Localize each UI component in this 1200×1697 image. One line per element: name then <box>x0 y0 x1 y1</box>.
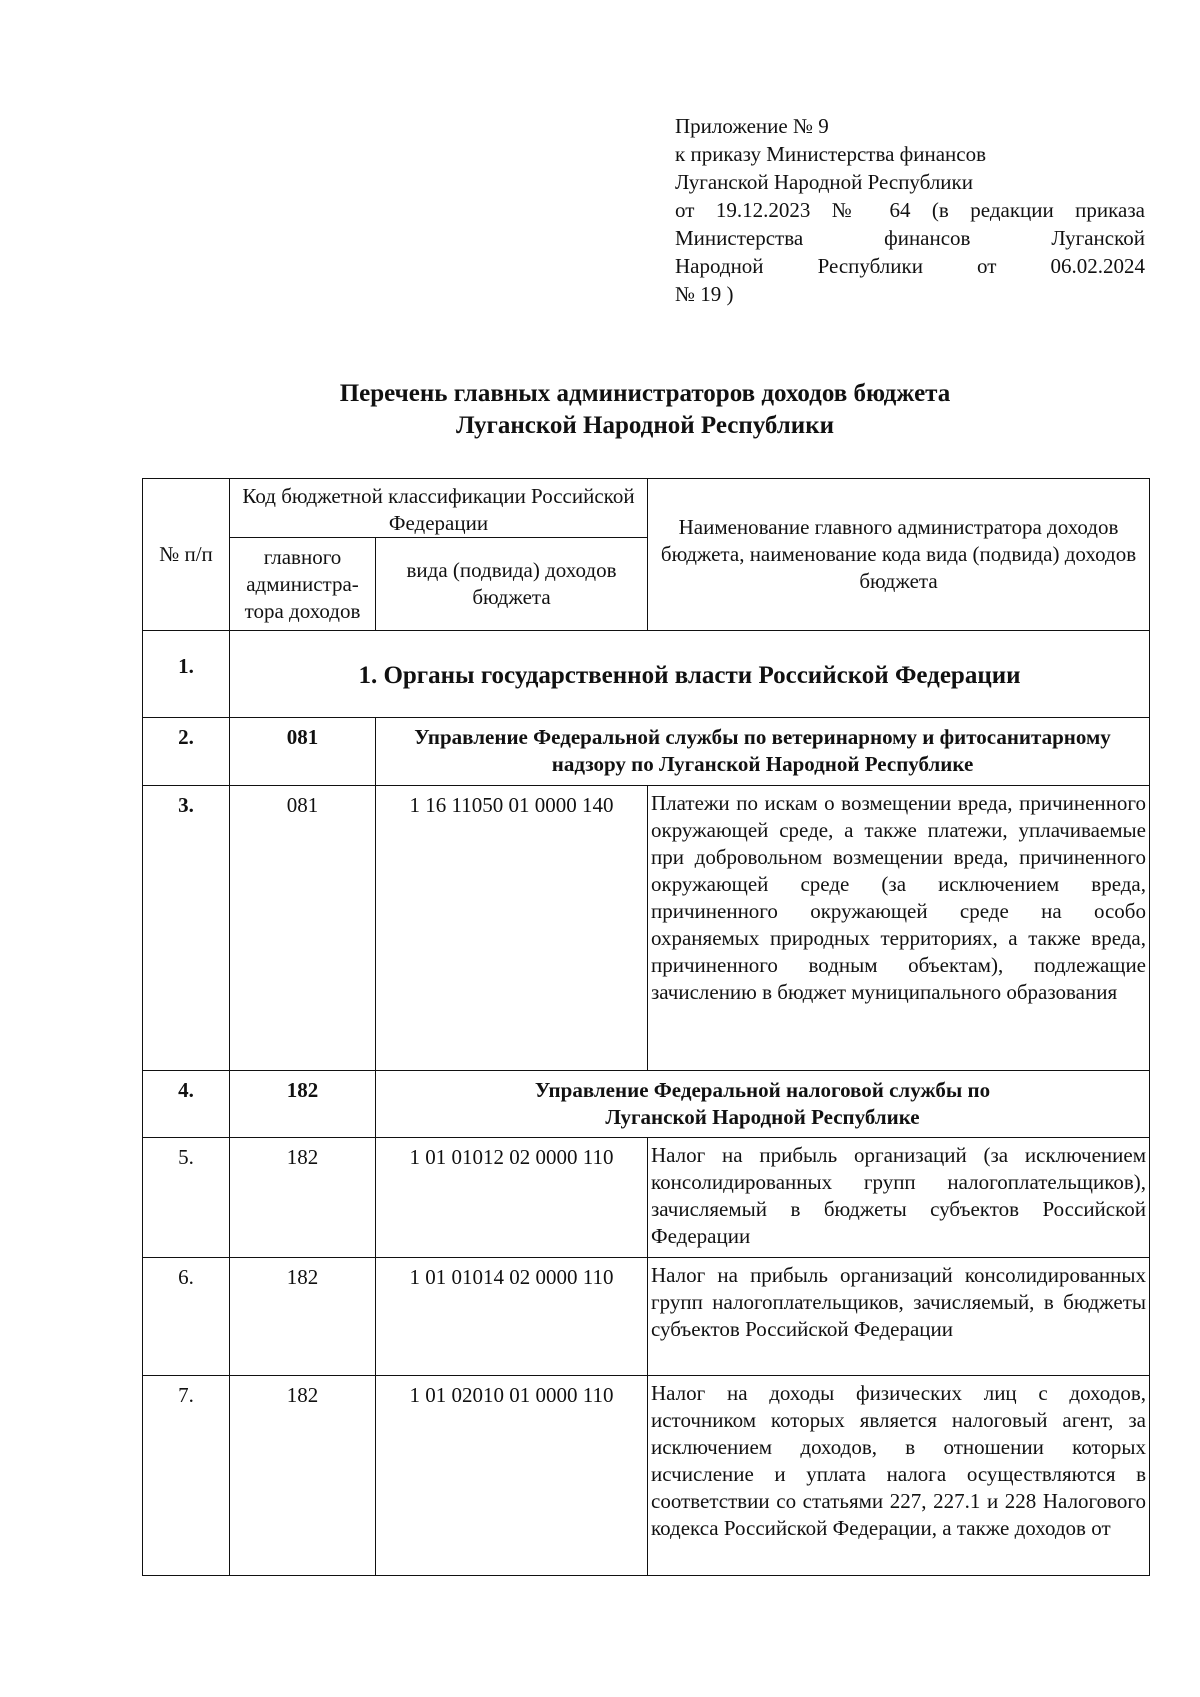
table-row <box>143 631 1150 718</box>
admin-code: 081 <box>230 718 376 786</box>
revenue-code: 1 01 01014 02 0000 110 <box>376 1258 648 1376</box>
admin-code: 182 <box>230 1071 376 1138</box>
row-number: 6. <box>143 1258 230 1376</box>
row-number: 7. <box>143 1376 230 1576</box>
admin-name: Управление Федеральной налоговой службы по Луганской Народной Республике <box>376 1071 1150 1138</box>
header-number: № п/п <box>143 479 230 631</box>
appendix-line: Луганской Народной Республики <box>675 170 973 194</box>
revenue-description: Налог на прибыль организаций консолидированных групп налогоплательщиков, зачисляемый, в бюджеты субъектов Российской Федерации <box>648 1258 1150 1376</box>
table-header-row <box>143 479 1150 538</box>
table-row <box>143 786 1150 1071</box>
table-row <box>143 1376 1150 1576</box>
header-revenue-code: вида (подвида) доходов бюджета <box>376 538 648 631</box>
revenue-code: 1 01 02010 01 0000 110 <box>376 1376 648 1576</box>
row-number: 4. <box>143 1071 230 1138</box>
appendix-line: Приложение № 9 <box>675 114 829 138</box>
revenue-description: Налог на прибыль организаций (за исключением консолидированных групп налогоплательщиков), зачисляемый в бюджеты субъектов Российской Федерации <box>648 1138 1150 1258</box>
revenue-description: Платежи по искам о возмещении вреда, причиненного окружающей среде, а также платежи, уплачиваемые при добровольном возмещении вреда, причиненного окружающей среде (за исключением вреда, причиненного окружающей среде на особо охраняемых природных территориях, а также вреда, причиненного водным объектам), подлежащие зачислению в бюджет муниципального образования <box>648 786 1150 1071</box>
appendix-line: к приказу Министерства финансов <box>675 142 987 166</box>
row-number: 1. <box>143 631 230 718</box>
revenue-administrators-table <box>142 478 1150 1576</box>
admin-code: 182 <box>230 1138 376 1258</box>
admin-name: Управление Федеральной службы по ветеринарному и фитосанитарному надзору по Луганской Народной Республике <box>376 718 1150 786</box>
header-admin-code: главного администра-тора доходов <box>230 538 376 631</box>
appendix-note <box>675 112 1145 308</box>
revenue-code: 1 16 11050 01 0000 140 <box>376 786 648 1071</box>
row-number: 3. <box>143 786 230 1071</box>
admin-code: 182 <box>230 1258 376 1376</box>
title-line: Перечень главных администраторов доходов бюджета <box>339 380 951 407</box>
table-row <box>143 1258 1150 1376</box>
appendix-line: Народной Республики от 06.02.2024 <box>675 254 1145 278</box>
document-title <box>140 378 1150 442</box>
admin-code: 182 <box>230 1376 376 1576</box>
admin-code: 081 <box>230 786 376 1071</box>
appendix-line: № 19 ) <box>675 282 734 306</box>
table-row <box>143 718 1150 786</box>
table-row <box>143 1138 1150 1258</box>
row-number: 2. <box>143 718 230 786</box>
revenue-code: 1 01 01012 02 0000 110 <box>376 1138 648 1258</box>
revenue-description: Налог на доходы физических лиц с доходов, источником которых является налоговый агент, за исключением доходов, в отношении которых исчисление и уплата налога осуществляются в соответствии со статьями 227, 227.1 и 228 Налогового кодекса Российской Федерации, а также доходов от <box>648 1376 1150 1576</box>
title-line: Луганской Народной Республики <box>455 412 835 439</box>
appendix-line: от 19.12.2023 № 64 (в редакции приказа <box>675 198 1145 222</box>
header-code-group: Код бюджетной классификации Российской Федерации <box>230 479 648 538</box>
row-number: 5. <box>143 1138 230 1258</box>
header-name: Наименование главного администратора доходов бюджета, наименование кода вида (подвида) доходов бюджета <box>648 479 1150 631</box>
appendix-line: Министерства финансов Луганской <box>675 226 1145 250</box>
table-row <box>143 1071 1150 1138</box>
section-title: 1. Органы государственной власти Российской Федерации <box>230 631 1150 718</box>
